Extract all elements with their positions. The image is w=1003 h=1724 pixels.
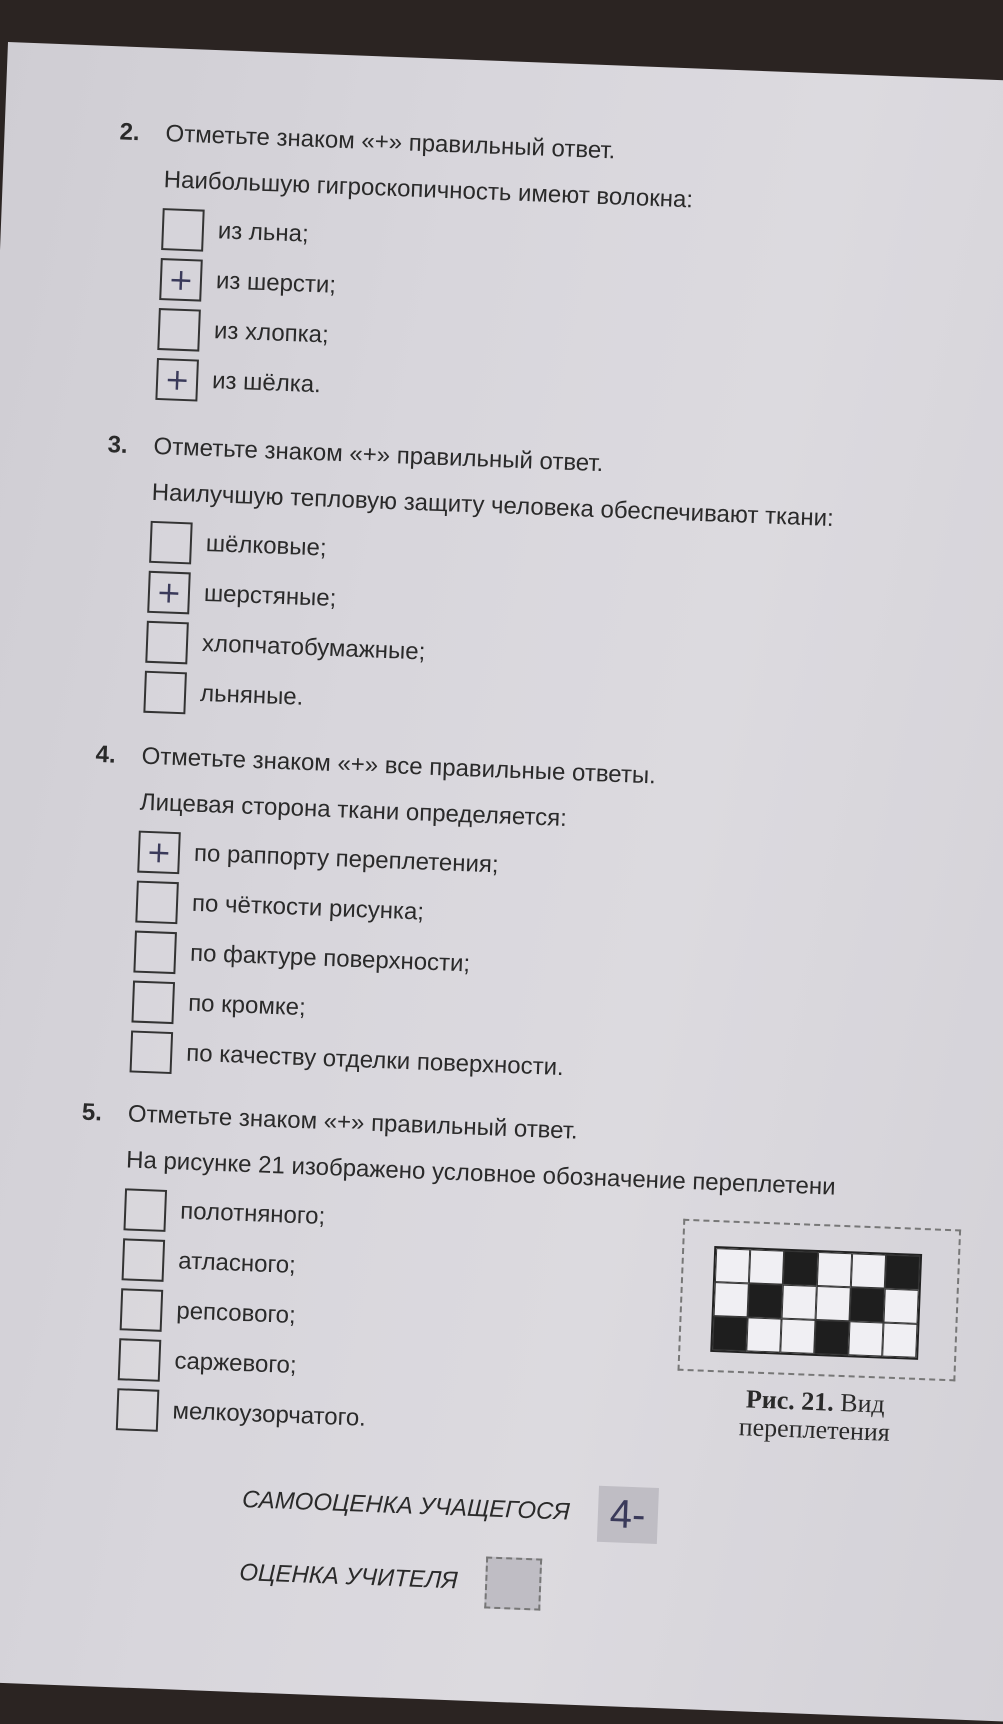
weave-cell-empty bbox=[848, 1321, 883, 1356]
option-label: по раппорту переплетения; bbox=[193, 839, 500, 879]
option-label: из льна; bbox=[217, 217, 310, 248]
checkbox[interactable] bbox=[149, 521, 193, 565]
question-title: Отметьте знаком «+» все правильные ответы. bbox=[141, 742, 657, 790]
option-label: по кромке; bbox=[187, 989, 307, 1022]
question-2 bbox=[109, 118, 695, 424]
weave-cell-empty bbox=[715, 1248, 750, 1283]
question-number: 4. bbox=[95, 740, 117, 769]
weave-pattern-grid bbox=[710, 1246, 922, 1360]
checkbox[interactable] bbox=[116, 1388, 160, 1432]
weave-cell-empty bbox=[782, 1285, 817, 1320]
question-4 bbox=[83, 741, 656, 1096]
option-label: репсового; bbox=[175, 1297, 297, 1329]
checkbox[interactable] bbox=[120, 1288, 164, 1332]
weave-cell-empty bbox=[746, 1317, 781, 1352]
figure-21 bbox=[675, 1219, 961, 1450]
question-number: 3. bbox=[107, 431, 129, 459]
weave-cell-filled bbox=[783, 1251, 818, 1286]
checkbox[interactable]: + bbox=[155, 358, 199, 402]
caption-number: Рис. 21. bbox=[745, 1384, 835, 1417]
checkbox[interactable]: + bbox=[147, 571, 191, 615]
checkbox[interactable]: + bbox=[137, 831, 181, 875]
checkbox[interactable]: + bbox=[159, 258, 203, 302]
teacher-assessment-label: ОЦЕНКА УЧИТЕЛЯ bbox=[238, 1559, 459, 1595]
checkbox[interactable] bbox=[122, 1238, 166, 1282]
weave-cell-filled bbox=[748, 1283, 783, 1318]
weave-cell-filled bbox=[814, 1320, 849, 1355]
option-label: из шёлка. bbox=[211, 367, 322, 399]
weave-cell-empty bbox=[749, 1249, 784, 1284]
question-number: 2. bbox=[119, 118, 141, 147]
question-3 bbox=[97, 431, 836, 743]
checkbox[interactable] bbox=[143, 671, 187, 715]
checkbox[interactable] bbox=[145, 621, 189, 665]
option-label: мелкоузорчатого. bbox=[172, 1397, 367, 1432]
checkbox[interactable] bbox=[123, 1188, 167, 1232]
figure-caption bbox=[675, 1383, 955, 1450]
checkbox[interactable] bbox=[118, 1338, 162, 1382]
checkbox[interactable] bbox=[130, 1030, 174, 1074]
option-label: льняные. bbox=[199, 679, 304, 711]
option-label: по качеству отделки поверхности. bbox=[185, 1039, 565, 1082]
weave-cell-empty bbox=[882, 1323, 917, 1358]
caption-text-line2: переплетения bbox=[738, 1412, 891, 1447]
figure-frame bbox=[677, 1219, 961, 1382]
weave-cell-filled bbox=[712, 1316, 747, 1351]
option-label: по фактуре поверхности; bbox=[189, 939, 471, 978]
workbook-page bbox=[0, 42, 1003, 1724]
weave-cell-empty bbox=[816, 1286, 851, 1321]
question-title: Отметьте знаком «+» правильный ответ. bbox=[165, 120, 616, 165]
checkbox[interactable] bbox=[133, 931, 177, 975]
option-label: хлопчатобумажные; bbox=[201, 629, 426, 666]
option-label: шёлковые; bbox=[205, 529, 328, 562]
teacher-assessment bbox=[238, 1547, 542, 1611]
option-label: полотняного; bbox=[179, 1197, 326, 1231]
checkbox[interactable] bbox=[161, 208, 205, 252]
weave-cell-empty bbox=[851, 1253, 886, 1288]
question-stem: Наилучшую тепловую защиту человека обеспечивают ткани: bbox=[151, 478, 835, 533]
option-label: саржевого; bbox=[173, 1347, 298, 1380]
weave-cell-empty bbox=[817, 1252, 852, 1287]
question-title: Отметьте знаком «+» правильный ответ. bbox=[127, 1100, 579, 1145]
weave-cell-filled bbox=[885, 1255, 920, 1290]
option-label: шерстяные; bbox=[203, 579, 337, 613]
option-label: атласного; bbox=[177, 1247, 297, 1279]
question-number: 5. bbox=[81, 1098, 103, 1127]
question-stem: На рисунке 21 изображено условное обозначение переплетени bbox=[125, 1146, 837, 1201]
checkbox[interactable] bbox=[131, 980, 175, 1024]
question-title: Отметьте знаком «+» правильный ответ. bbox=[153, 432, 604, 478]
checkbox[interactable] bbox=[135, 881, 179, 925]
weave-cell-empty bbox=[883, 1289, 918, 1324]
weave-cell-empty bbox=[714, 1282, 749, 1317]
teacher-assessment-score[interactable] bbox=[485, 1556, 543, 1610]
weave-cell-empty bbox=[780, 1319, 815, 1354]
self-assessment-score[interactable]: 4- bbox=[597, 1486, 659, 1544]
question-stem: Наибольшую гигроскопичность имеют волокна: bbox=[163, 166, 694, 214]
caption-text: Вид bbox=[839, 1387, 886, 1419]
option-label: по чёткости рисунка; bbox=[191, 889, 425, 926]
question-stem: Лицевая сторона ткани определяется: bbox=[139, 788, 568, 833]
weave-cell-filled bbox=[850, 1287, 885, 1322]
option-label: из шерсти; bbox=[215, 267, 337, 299]
self-assessment bbox=[241, 1472, 659, 1544]
checkbox[interactable] bbox=[157, 308, 201, 352]
self-assessment-label: САМООЦЕНКА УЧАЩЕГОСЯ bbox=[241, 1486, 571, 1526]
option-label: из хлопка; bbox=[213, 317, 330, 349]
